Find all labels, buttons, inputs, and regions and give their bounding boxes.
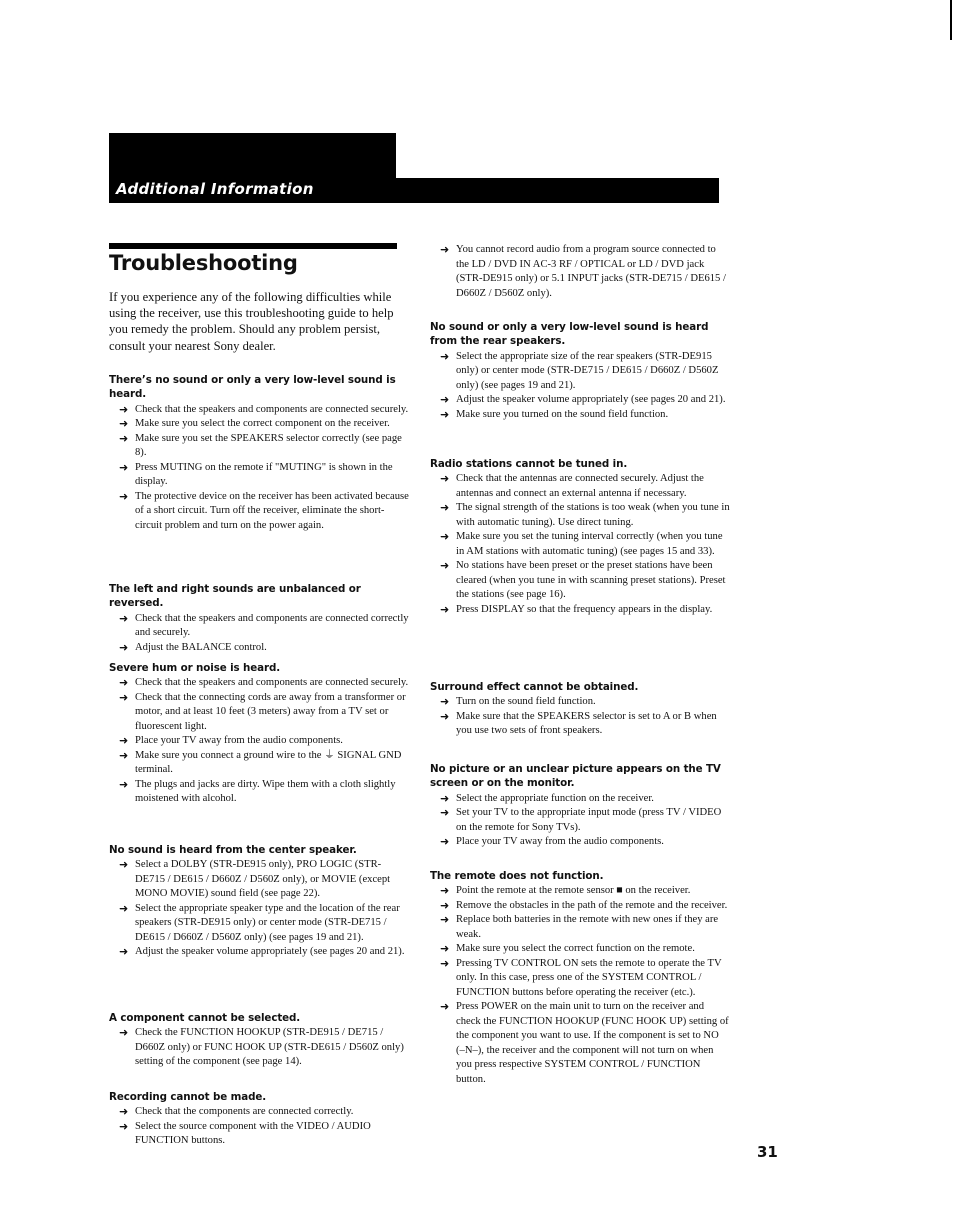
list-item-text: Check the FUNCTION HOOKUP (STR-DE915 / DE715 / D660Z only) or FUNC HOOK UP (STR-DE615 / D560Z only) setting of the component (see page 14).: [135, 1027, 404, 1068]
list-item: [109, 417, 409, 432]
section-heading: Severe hum or noise is heard.: [109, 662, 281, 674]
list-item-text: The signal strength of the stations is too weak (when you tune in with automatic tuning). Use direct tuning.: [456, 502, 730, 528]
list-item-text: Check that the connecting cords are away from a transformer or motor, and at least 10 feet (3 meters) away from a TV set or fluorescent light.: [135, 691, 406, 732]
trouble-section: [430, 320, 730, 422]
trouble-section: [430, 457, 730, 617]
list-item: [430, 806, 730, 835]
section-heading: There’s no sound or only a very low-level sound is heard.: [109, 374, 396, 401]
trouble-section: [109, 1090, 409, 1149]
list-item: [430, 1000, 730, 1087]
arrow-icon: ➜: [440, 695, 450, 709]
arrow-icon: ➜: [119, 402, 129, 416]
list-item-text: No stations have been preset or the preset stations have been cleared (when you tune in with scanning preset stations). Preset the stations (see page 16).: [456, 560, 726, 601]
list-item: [430, 408, 730, 423]
list-item: [430, 792, 730, 807]
list-item: [109, 1120, 409, 1149]
arrow-icon: ➜: [440, 1000, 450, 1014]
page-number: 31: [757, 1143, 778, 1161]
arrow-icon: ➜: [119, 1105, 129, 1119]
list-item: [109, 1105, 409, 1120]
page-edge-mark: [950, 0, 952, 40]
list-item: [109, 945, 409, 960]
arrow-icon: ➜: [119, 431, 129, 445]
list-item: [430, 559, 730, 603]
list-item-text: Select the appropriate speaker type and the location of the rear speakers (STR-DE915 only) or center mode (STR-DE715 / DE615 / D660Z / D560Z only) (see pages 19 and 21).: [135, 902, 400, 943]
list-item: [109, 461, 409, 490]
list-item: [109, 676, 409, 691]
list-item-text: Point the remote at the remote sensor ■ on the receiver.: [456, 885, 691, 897]
arrow-icon: ➜: [440, 956, 450, 970]
arrow-icon: ➜: [119, 676, 129, 690]
trouble-section: [109, 843, 409, 960]
list-item: [109, 1026, 409, 1070]
arrow-icon: ➜: [119, 1119, 129, 1133]
list-item: [109, 858, 409, 902]
section-heading: No sound or only a very low-level sound is heard from the rear speakers.: [430, 321, 709, 348]
list-item: [430, 942, 730, 957]
arrow-icon: ➜: [440, 501, 450, 515]
list-item-text: Adjust the speaker volume appropriately (see pages 20 and 21).: [456, 394, 726, 406]
list-item-text: Check that the speakers and components are connected securely.: [135, 403, 409, 415]
list-item-text: Set your TV to the appropriate input mode (press TV / VIDEO on the remote for Sony TVs).: [456, 807, 722, 833]
list-item-text: Check that the speakers and components are connected securely.: [135, 677, 409, 689]
list-item: [430, 835, 730, 850]
list-item: [109, 734, 409, 749]
arrow-icon: ➜: [440, 913, 450, 927]
arrow-icon: ➜: [119, 858, 129, 872]
list-item-text: You cannot record audio from a program source connected to the LD / DVD IN AC-3 RF / OPTICAL or LD / DVD jack (STR-DE915 only) or 5.1 INPUT jacks (STR-DE715 / DE615 / D660Z / D560Z only).: [456, 244, 726, 299]
list-item: [430, 472, 730, 501]
list-item: [430, 710, 730, 739]
list-item: [430, 913, 730, 942]
arrow-icon: ➜: [440, 942, 450, 956]
list-item-text: Make sure you connect a ground wire to the ⏚ SIGNAL GND terminal.: [135, 749, 402, 776]
section-heading: Surround effect cannot be obtained.: [430, 681, 639, 693]
arrow-icon: ➜: [440, 472, 450, 486]
trouble-section: [109, 373, 409, 533]
arrow-icon: ➜: [119, 640, 129, 654]
list-item: [430, 350, 730, 394]
section-heading: The remote does not function.: [430, 870, 604, 882]
list-item-text: Press POWER on the main unit to turn on the receiver and check the FUNCTION HOOKUP (FUNC HOOK UP) setting of the component you want to use. If the component is set to NO (–N–), the receiver and the component will not turn on when you press respective SYSTEM CONTROL / FUNCTION button.: [456, 1001, 729, 1085]
list-item-text: Make sure you set the SPEAKERS selector correctly (see page 8).: [135, 432, 402, 459]
section-heading: No sound is heard from the center speaker.: [109, 844, 357, 856]
list-item: [430, 884, 730, 899]
arrow-icon: ➜: [440, 791, 450, 805]
list-item-text: Press DISPLAY so that the frequency appears in the display.: [456, 603, 713, 615]
list-item-text: The plugs and jacks are dirty. Wipe them with a cloth slightly moistened with alcohol.: [135, 778, 396, 805]
list-item-text: Make sure you select the correct component on the receiver.: [135, 418, 390, 430]
list-item: [109, 641, 409, 656]
arrow-icon: ➜: [119, 417, 129, 431]
trouble-section: [109, 1011, 409, 1070]
arrow-icon: ➜: [119, 945, 129, 959]
list-item: [109, 691, 409, 735]
list-item-text: Check that the antennas are connected securely. Adjust the antennas and connect an external antenna if necessary.: [456, 473, 704, 499]
list-item: [109, 490, 409, 534]
trouble-section: [430, 869, 730, 1087]
list-item: [430, 603, 730, 618]
list-item-text: Remove the obstacles in the path of the remote and the receiver.: [456, 899, 728, 911]
list-item-text: Check that the speakers and components are connected correctly and securely.: [135, 612, 409, 639]
arrow-icon: ➜: [440, 835, 450, 849]
section-heading: Radio stations cannot be tuned in.: [430, 458, 628, 470]
arrow-icon: ➜: [119, 777, 129, 791]
section-heading: A component cannot be selected.: [109, 1012, 301, 1024]
section-heading: No picture or an unclear picture appears on the TV screen or on the monitor.: [430, 763, 721, 790]
arrow-icon: ➜: [440, 806, 450, 820]
section-label: Additional Information: [116, 180, 314, 198]
list-item-text: Check that the components are connected correctly.: [135, 1106, 354, 1118]
list-item: [109, 749, 409, 778]
list-item: [109, 403, 409, 418]
arrow-icon: ➜: [440, 530, 450, 544]
list-item-text: Make sure that the SPEAKERS selector is set to A or B when you use two sets of front speakers.: [456, 710, 717, 737]
list-item: [109, 778, 409, 807]
arrow-icon: ➜: [440, 898, 450, 912]
arrow-icon: ➜: [440, 407, 450, 421]
arrow-icon: ➜: [440, 709, 450, 723]
trouble-section: [109, 661, 409, 807]
list-item-text: Turn on the sound field function.: [456, 696, 596, 708]
list-item: [109, 612, 409, 641]
page-title: Troubleshooting: [109, 251, 298, 275]
list-item: [109, 432, 409, 461]
list-item: [109, 902, 409, 946]
arrow-icon: ➜: [119, 748, 129, 762]
intro-paragraph: If you experience any of the following difficulties while using the receiver, use this troubleshooting guide to help you remedy the problem. Should any problem persist, consult your nearest Sony dealer.: [109, 290, 394, 353]
list-item: [430, 530, 730, 559]
list-item-text: Replace both batteries in the remote with new ones if they are weak.: [456, 914, 719, 940]
list-item-text: Adjust the speaker volume appropriately (see pages 20 and 21).: [135, 946, 405, 958]
list-item-text: Place your TV away from the audio components.: [456, 836, 664, 848]
list-item: [430, 899, 730, 914]
arrow-icon: ➜: [119, 734, 129, 748]
arrow-icon: ➜: [119, 901, 129, 915]
arrow-icon: ➜: [119, 460, 129, 474]
list-item-text: Select a DOLBY (STR-DE915 only), PRO LOGIC (STR-DE715 / DE615 / D660Z / D560Z only), or MOVIE (except MONO MOVIE) sound field (see page 22).: [135, 859, 391, 900]
trouble-section: [109, 582, 409, 655]
arrow-icon: ➜: [440, 884, 450, 898]
arrow-icon: ➜: [119, 1026, 129, 1040]
arrow-icon: ➜: [119, 611, 129, 625]
arrow-icon: ➜: [440, 393, 450, 407]
arrow-icon: ➜: [440, 243, 450, 256]
list-item-text: Select the appropriate size of the rear speakers (STR-DE915 only) or center mode (STR-DE715 / DE615 / D660Z / D560Z only) (see pages 19 and 21).: [456, 350, 719, 391]
list-item-text: Press MUTING on the remote if "MUTING" is shown in the display.: [135, 461, 393, 488]
arrow-icon: ➜: [440, 349, 450, 363]
title-rule: [109, 243, 397, 249]
arrow-icon: ➜: [119, 489, 129, 503]
list-item-text: Make sure you set the tuning interval correctly (when you tune in AM stations with automatic tuning) (see pages 15 and 33).: [456, 531, 723, 557]
section-heading: The left and right sounds are unbalanced or reversed.: [109, 583, 361, 610]
list-item-text: Place your TV away from the audio components.: [135, 735, 343, 747]
list-item: [430, 243, 730, 301]
list-item-text: Adjust the BALANCE control.: [135, 641, 267, 653]
list-item-text: The protective device on the receiver has been activated because of a short circuit. Turn off the receiver, eliminate the short-circuit problem and turn on the power again.: [135, 490, 409, 531]
list-item: [430, 501, 730, 530]
list-item-text: Make sure you turned on the sound field function.: [456, 408, 669, 420]
list-item-text: Make sure you select the correct function on the remote.: [456, 943, 695, 955]
trouble-section: [430, 762, 730, 850]
arrow-icon: ➜: [440, 559, 450, 573]
section-heading: Recording cannot be made.: [109, 1091, 267, 1103]
list-item: [430, 695, 730, 710]
list-item-text: Pressing TV CONTROL ON sets the remote to operate the TV only. In this case, press one of the SYSTEM CONTROL / FUNCTION buttons before operating the receiver (etc.).: [456, 957, 722, 998]
arrow-icon: ➜: [119, 690, 129, 704]
list-item-text: Select the appropriate function on the receiver.: [456, 792, 654, 804]
list-item: [430, 957, 730, 1001]
list-item-text: Select the source component with the VIDEO / AUDIO FUNCTION buttons.: [135, 1120, 371, 1147]
list-item: [430, 393, 730, 408]
trouble-section: [430, 680, 730, 739]
right-lead: [430, 243, 730, 301]
arrow-icon: ➜: [440, 602, 450, 616]
